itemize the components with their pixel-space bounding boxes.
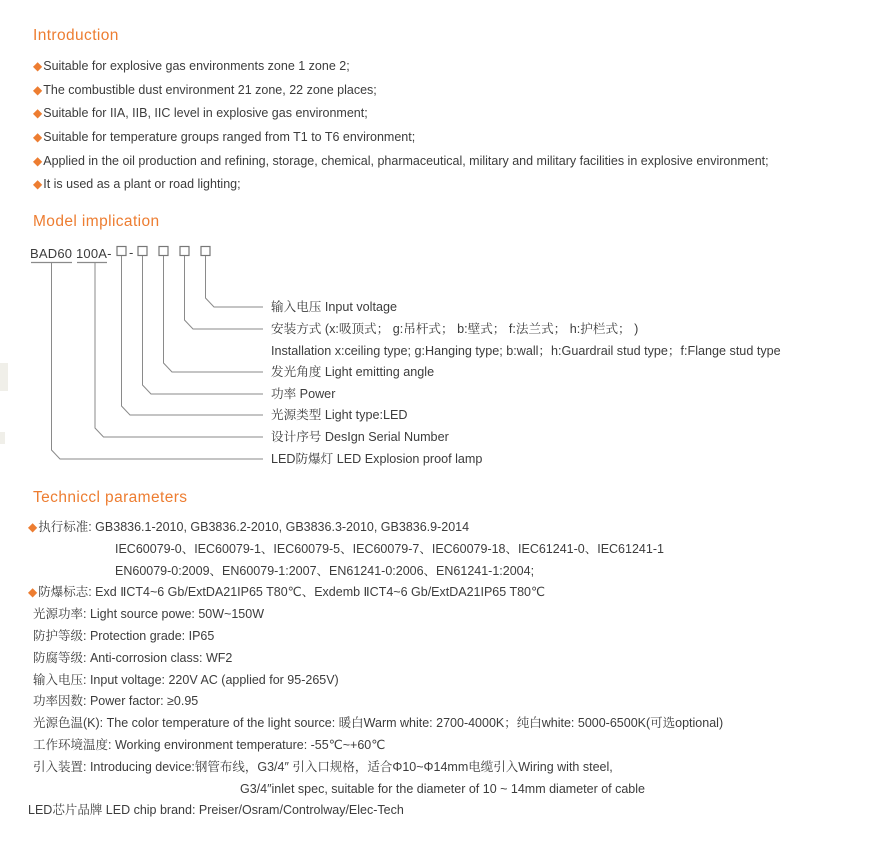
- tech-row-text: 防爆标志: Exd ⅡCT4~6 Gb/ExtDA21IP65 T80℃、Exdemb ⅡCT4~6 Gb/ExtDA21IP65 T80℃: [38, 585, 546, 600]
- intro-list-item: [33, 173, 853, 197]
- connector-input-voltage: [206, 256, 264, 307]
- tech-row-introducing-device: [28, 757, 863, 779]
- intro-bullet-text: Applied in the oil production and refining, storage, chemical, pharmaceutical, military and military facilities in explosive environment;: [43, 153, 769, 168]
- tech-row-input-voltage: [28, 670, 863, 692]
- intro-bullet-text: Suitable for explosive gas environments zone 1 zone 2;: [43, 59, 350, 73]
- model-placeholder-square: [201, 247, 210, 256]
- model-placeholder-square: [180, 247, 189, 256]
- diagram-label-light-angle: 发光角度 Light emitting angle: [271, 365, 435, 379]
- tech-row-text: G3/4″inlet spec, suitable for the diameter of 10 ~ 14mm diameter of cable: [240, 781, 645, 796]
- model-placeholder-square: [138, 247, 147, 256]
- tech-row-text: IEC60079-0、IEC60079-1、IEC60079-5、IEC60079-7、IEC60079-18、IEC61241-0、IEC61241-1: [115, 541, 664, 556]
- tech-row-standards-iec: [28, 539, 863, 561]
- diamond-bullet-icon: ◆: [33, 82, 43, 97]
- connector-lamp-type: [52, 263, 264, 459]
- introduction-heading: Introduction: [33, 27, 119, 44]
- intro-bullet-text: Suitable for IIA, IIB, IIC level in explosive gas environment;: [43, 106, 368, 121]
- tech-row-text: 功率因数: Power factor: ≥0.95: [33, 694, 199, 709]
- technical-parameters-list: [28, 517, 863, 822]
- connector-power: [143, 256, 264, 394]
- tech-row-text: LED芯片品牌 LED chip brand: Preiser/Osram/Controlway/Elec-Tech: [28, 803, 404, 818]
- intro-bullet-text: Suitable for temperature groups ranged from T1 to T6 environment;: [43, 130, 416, 145]
- connector-serial-number: [95, 263, 263, 437]
- scan-artifact: [0, 432, 5, 444]
- diagram-label-installation-en: Installation x:ceiling type; g:Hanging type; b:wall；h:Guardrail stud type；f:Flange stud type: [271, 344, 781, 358]
- model-code-dash: -: [129, 245, 134, 260]
- intro-list-item: [33, 150, 853, 174]
- diamond-bullet-icon: ◆: [33, 106, 43, 121]
- diamond-bullet-icon: ◆: [33, 59, 43, 73]
- intro-bullet-text: It is used as a plant or road lighting;: [43, 177, 241, 192]
- intro-list-item: [33, 126, 853, 150]
- tech-row-anticorrosion: [28, 648, 863, 670]
- intro-bullet-text: The combustible dust environment 21 zone, 22 zone places;: [43, 82, 377, 97]
- tech-row-inlet-spec: [28, 779, 863, 801]
- tech-row-ex-marking: [28, 582, 863, 604]
- intro-list-item: [33, 55, 853, 79]
- tech-row-text: 执行标准: GB3836.1-2010, GB3836.2-2010, GB3836.3-2010, GB3836.9-2014: [38, 520, 470, 534]
- model-placeholder-square: [117, 247, 126, 256]
- tech-row-text: 输入电压: Input voltage: 220V AC (applied for 95-265V): [33, 672, 339, 687]
- intro-list-item: [33, 79, 853, 103]
- diamond-bullet-icon: ◆: [28, 520, 38, 534]
- diagram-label-light-type: 光源类型 Light type:LED: [271, 408, 408, 422]
- tech-row-text: 光源色温(K): The color temperature of the light source: 暖白Warm white: 2700-4000K；纯白white: 5000-6500K(可选optional): [33, 716, 724, 731]
- diagram-label-power: 功率 Power: [271, 387, 336, 401]
- tech-row-text: 防护等级: Protection grade: IP65: [33, 628, 215, 643]
- diamond-bullet-icon: ◆: [33, 177, 43, 192]
- tech-row-standards: [28, 517, 863, 539]
- technical-parameters-heading: Techniccl parameters: [33, 489, 188, 506]
- tech-row-protection-grade: [28, 626, 863, 648]
- tech-row-power-factor: [28, 691, 863, 713]
- diamond-bullet-icon: ◆: [33, 153, 43, 168]
- tech-row-text: 防腐等级: Anti-corrosion class: WF2: [33, 650, 233, 665]
- tech-row-source-power: [28, 604, 863, 626]
- tech-row-text: 工作环境温度: Working environment temperature: -55℃~+60℃: [33, 737, 386, 752]
- tech-row-working-temperature: [28, 735, 863, 757]
- diagram-label-serial-number: 设计序号 DesIgn Serial Number: [271, 430, 449, 444]
- model-implication-diagram: [0, 240, 869, 475]
- introduction-list: [33, 55, 853, 197]
- diamond-bullet-icon: ◆: [33, 130, 43, 145]
- diagram-label-input-voltage: 输入电压 Input voltage: [271, 300, 397, 314]
- model-placeholder-square: [159, 247, 168, 256]
- model-code-text: BAD60 100A-: [30, 246, 112, 261]
- connector-installation: [185, 256, 264, 329]
- tech-row-standards-en: [28, 561, 863, 583]
- scan-artifact: [0, 363, 8, 391]
- tech-row-color-temperature: [28, 713, 863, 735]
- tech-row-text: EN60079-0:2009、EN60079-1:2007、EN61241-0:2006、EN61241-1:2004;: [115, 563, 535, 578]
- model-implication-heading: Model implication: [33, 213, 160, 230]
- diagram-label-lamp-type: LED防爆灯 LED Explosion proof lamp: [271, 452, 483, 466]
- tech-row-led-chip-brand: [28, 800, 863, 822]
- tech-row-text: 光源功率: Light source powe: 50W~150W: [33, 607, 264, 622]
- tech-row-text: 引入装置: Introducing device:钢管布线，G3/4″ 引入口规格，适合Φ10~Φ14mm电缆引入Wiring with steel,: [33, 759, 613, 774]
- diagram-label-installation-cn: 安装方式 (x:吸顶式； g:吊杆式； b:壁式； f:法兰式； h:护栏式； ): [271, 322, 639, 336]
- diamond-bullet-icon: ◆: [28, 585, 38, 600]
- connector-light-angle: [164, 256, 264, 372]
- intro-list-item: [33, 102, 853, 126]
